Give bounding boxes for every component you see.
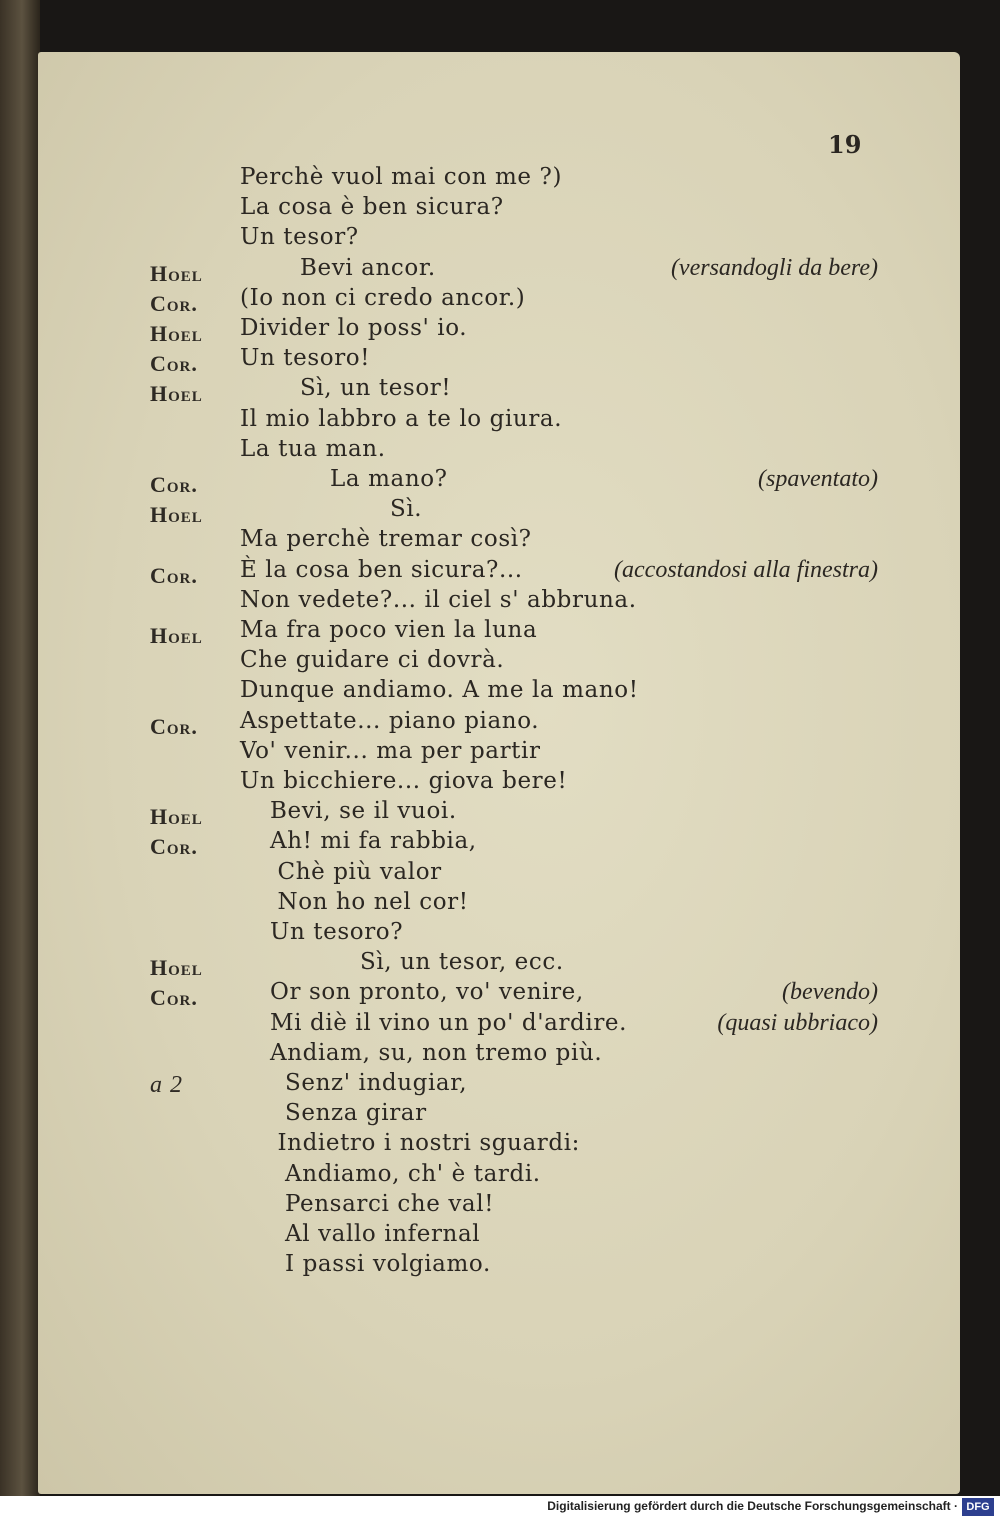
script-line [0, 526, 960, 556]
speaker-name: Hoel [150, 623, 203, 648]
script-line [0, 798, 960, 828]
verse-text: Senz' indugiar, [285, 1070, 468, 1096]
funding-credit: Digitalisierung gefördert durch die Deutsche Forschungsgemeinschaft · [547, 1499, 958, 1513]
verse-text: È la cosa ben sicura?... [240, 556, 523, 583]
script-line [0, 436, 960, 466]
script-line [0, 738, 960, 768]
verse-text: Bevi, se il vuoi. [270, 798, 457, 825]
verse-text: Un bicchiere... giova bere! [240, 768, 568, 794]
speaker-name: Hoel [150, 955, 203, 981]
script-line [0, 677, 960, 707]
verse-text: Dunque andiamo. A me la mano! [240, 677, 639, 704]
verse-text: Or son pronto, vo' venire, [270, 979, 584, 1006]
script-line [0, 164, 960, 194]
stage-direction: (spaventato) [758, 466, 878, 492]
verse-text: Andiam, su, non tremo più. [270, 1039, 603, 1066]
speaker-name: Hoel [150, 502, 203, 528]
speaker-name: Hoel [150, 381, 203, 407]
script-line [0, 496, 960, 526]
script-line [0, 224, 960, 254]
verse-text: Divider lo poss' io. [240, 315, 468, 341]
verse-text: Ma perchè tremar così? [240, 526, 532, 553]
script-line [0, 1221, 960, 1251]
script-line [0, 194, 960, 224]
stage-direction: (quasi ubbriaco) [717, 1009, 878, 1036]
script-line [0, 587, 960, 617]
verse-text: Che guidare ci dovrà. [240, 647, 505, 674]
script-line [0, 859, 960, 889]
verse-text: Andiamo, ch' è tardi. [285, 1160, 541, 1187]
speaker-name: Cor. [150, 290, 198, 316]
speaker-name: Hoel [150, 260, 203, 286]
script-line [0, 285, 960, 315]
verse-text: Pensarci che val! [285, 1190, 495, 1217]
verse-text: Ma fra poco vien la luna [240, 617, 538, 643]
verse-text: Non ho nel cor! [277, 888, 469, 915]
verse-text: La mano? [330, 466, 448, 492]
verse-text: Sì. [390, 496, 423, 523]
speaker-name: Cor. [150, 351, 198, 377]
stage-direction: (bevendo) [782, 979, 878, 1006]
verse-text: Senza girar [285, 1100, 427, 1127]
stage-direction: (versandogli da bere) [670, 254, 878, 281]
footer-bar [0, 1496, 1000, 1520]
verse-text: La cosa è ben sicura? [240, 194, 504, 221]
verse-text: La tua man. [240, 435, 386, 462]
speaker-name: Hoel [150, 321, 203, 346]
script-line [0, 617, 960, 647]
script-line [0, 1070, 960, 1100]
speaker-name: Cor. [150, 472, 198, 497]
script-line [0, 647, 960, 677]
script-line [0, 1191, 960, 1221]
script-line [0, 1130, 960, 1160]
verse-text: Vo' venir... ma per partir [240, 737, 541, 764]
verse-text: Un tesoro! [240, 345, 371, 372]
script-line [0, 1010, 960, 1040]
script-line [0, 708, 960, 738]
verse-text: I passi volgiamo. [285, 1251, 491, 1278]
script-line [0, 979, 960, 1009]
verse-text: Indietro i nostri sguardi: [277, 1130, 580, 1157]
script-line [0, 1251, 960, 1281]
verse-text: Bevi ancor. [300, 254, 436, 281]
verse-text: Un tesor? [240, 224, 359, 251]
script-line [0, 406, 960, 436]
verse-text: Non vedete?... il ciel s' abbruna. [240, 586, 637, 613]
speaker-name: Hoel [150, 804, 203, 830]
script-line [0, 466, 960, 496]
page-number: 19 [828, 130, 862, 159]
script-line [0, 1100, 960, 1130]
script-line [0, 557, 960, 587]
script-line [0, 949, 960, 979]
verse-text: Chè più valor [277, 858, 442, 885]
script-line [0, 828, 960, 858]
script-line [0, 1040, 960, 1070]
speaker-name: Cor. [150, 985, 198, 1011]
verse-text: Aspettate... piano piano. [240, 707, 540, 734]
speaker-name: a 2 [150, 1072, 183, 1098]
verse-text: Il mio labbro a te lo giura. [240, 405, 563, 432]
verse-text: (Io non ci credo ancor.) [240, 284, 526, 311]
verse-text: Sì, un tesor! [300, 375, 452, 402]
verse-text: Un tesoro? [270, 919, 404, 945]
verse-text: Sì, un tesor, ecc. [360, 949, 564, 976]
script-line [0, 375, 960, 405]
stage-direction: (accostandosi alla finestra) [614, 556, 878, 583]
dfg-logo: DFG [962, 1498, 994, 1516]
script-line [0, 889, 960, 919]
speaker-name: Cor. [150, 562, 198, 588]
script-line [0, 768, 960, 798]
script-line [0, 1161, 960, 1191]
script-line [0, 345, 960, 375]
verse-text: Perchè vuol mai con me ?) [240, 164, 563, 190]
speaker-name: Cor. [150, 713, 198, 739]
script-line [0, 315, 960, 345]
verse-text: Al vallo infernal [285, 1221, 481, 1247]
speaker-name: Cor. [150, 834, 198, 860]
verse-text: Ah! mi fa rabbia, [270, 828, 477, 855]
script-line [0, 255, 960, 285]
script-line [0, 919, 960, 949]
verse-text: Mi diè il vino un po' d'ardire. [270, 1009, 628, 1036]
